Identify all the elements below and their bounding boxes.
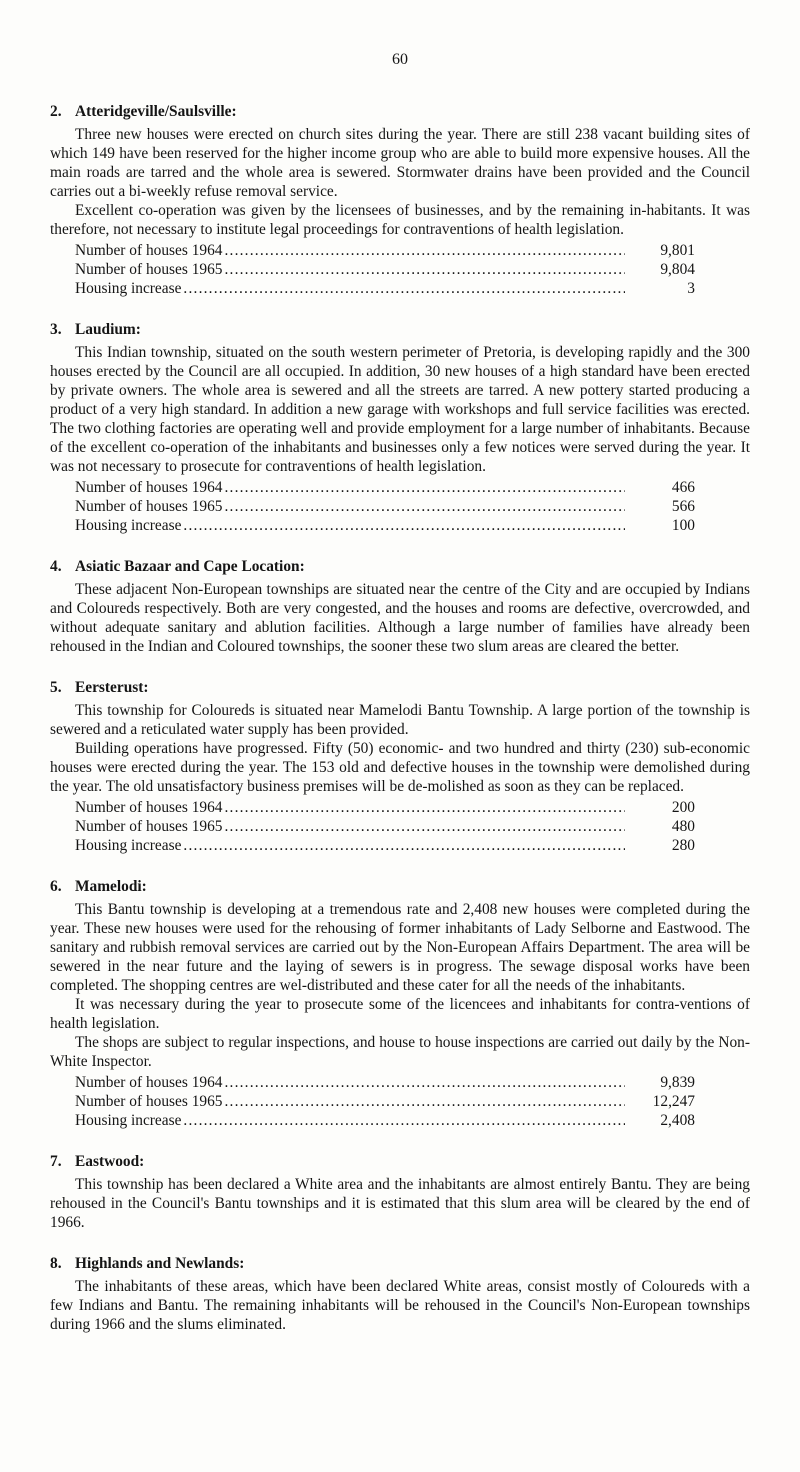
housing-table bbox=[75, 798, 695, 855]
row-value: 9,804 bbox=[660, 261, 695, 278]
paragraph: The inhabitants of these areas, which have been declared White areas, consist mostly of Coloureds with a few Indians and Bantu. The remaining inhabitants will be rehoused in the Council's Non-European townships during 1966 and the slums eliminated. bbox=[50, 1278, 750, 1333]
housing-row bbox=[75, 1073, 695, 1092]
row-label: Housing increase bbox=[75, 837, 182, 854]
housing-row bbox=[75, 516, 695, 535]
section-number: 5. bbox=[50, 679, 62, 696]
paragraph: Three new houses were erected on church sites during the year. There are still 238 vacant building sites of which 149 have been reserved for the higher income group who are able to build more expensive houses. All the main roads are tarred and the whole area is sewered. Stormwater drains have been provided and the Council carries out a bi-weekly refuse removal service. bbox=[50, 126, 750, 200]
housing-table bbox=[75, 1073, 695, 1130]
row-value: 200 bbox=[671, 799, 695, 816]
housing-row bbox=[75, 798, 695, 817]
housing-row bbox=[75, 1092, 695, 1111]
dot-leader bbox=[224, 497, 625, 516]
housing-row bbox=[75, 260, 695, 279]
section-number: 6. bbox=[50, 878, 62, 895]
dot-leader bbox=[183, 836, 625, 855]
section-number: 4. bbox=[50, 558, 62, 575]
row-value: 12,247 bbox=[652, 1093, 695, 1110]
dot-leader bbox=[224, 817, 625, 836]
housing-row bbox=[75, 836, 695, 855]
dot-leader bbox=[224, 241, 625, 260]
section bbox=[50, 320, 750, 535]
row-value: 9,801 bbox=[660, 242, 695, 259]
dot-leader bbox=[224, 260, 625, 279]
section-number: 2. bbox=[50, 103, 62, 120]
section bbox=[50, 877, 750, 1130]
section-number: 8. bbox=[50, 1255, 62, 1272]
section-heading bbox=[50, 1254, 750, 1273]
row-value: 3 bbox=[687, 280, 695, 297]
paragraph: Building operations have progressed. Fifty (50) economic- and two hundred and thirty (230) sub-economic houses were erected during the year. The 153 old and defective houses in the township were demolished during the year. The old unsatisfactory business premises will be de‐molished as soon as they can be replaced. bbox=[50, 740, 750, 795]
housing-row bbox=[75, 817, 695, 836]
section-title: Eastwood: bbox=[75, 1153, 145, 1170]
dot-leader bbox=[224, 798, 625, 817]
row-value: 280 bbox=[671, 837, 695, 854]
section bbox=[50, 1254, 750, 1334]
row-value: 9,839 bbox=[660, 1074, 695, 1091]
section-number: 7. bbox=[50, 1153, 62, 1170]
row-value: 566 bbox=[671, 498, 695, 515]
section-title: Laudium: bbox=[75, 321, 141, 338]
section-heading bbox=[50, 1152, 750, 1171]
row-label: Number of houses 1964 bbox=[75, 1074, 223, 1091]
section-title: Eersterust: bbox=[75, 679, 149, 696]
paragraph: This Indian township, situated on the south western perimeter of Pretoria, is developing rapidly and the 300 houses erected by the Council are all occupied. In addition, 30 new houses of a high standard have been erected by private owners. The whole area is sewered and all the streets are tarred. A new pottery started producing a product of a very high standard. In addition a new garage with workshops and full service facilities was erected. The two clothing factories are operating well and provide employment for a large number of inhabitants. Because of the excellent co-operation of the inhabitants and businesses only a few notices were served during the year. It was not necessary to prosecute for contraventions of health legislation. bbox=[50, 344, 750, 475]
section-heading bbox=[50, 102, 750, 121]
section-heading bbox=[50, 877, 750, 896]
row-value: 480 bbox=[671, 818, 695, 835]
row-label: Number of houses 1964 bbox=[75, 799, 223, 816]
section-title: Atteridgeville/Saulsville: bbox=[75, 103, 237, 120]
dot-leader bbox=[183, 279, 625, 298]
row-label: Number of houses 1965 bbox=[75, 498, 223, 515]
row-value: 100 bbox=[671, 517, 695, 534]
page-number: 60 bbox=[392, 51, 408, 68]
paragraph: These adjacent Non-European townships are situated near the centre of the City and are occupied by Indians and Coloureds respectively. Both are very congested, and the houses and rooms are defective, overcrowded, and without adequate sanitary and ablution facilities. Although a large number of families have already been rehoused in the Indian and Coloured townships, the sooner these two slum areas are cleared the better. bbox=[50, 581, 750, 655]
row-label: Number of houses 1965 bbox=[75, 261, 223, 278]
section-heading bbox=[50, 678, 750, 697]
section-heading bbox=[50, 557, 750, 576]
row-label: Number of houses 1965 bbox=[75, 818, 223, 835]
dot-leader bbox=[224, 478, 625, 497]
dot-leader bbox=[183, 1111, 625, 1130]
housing-row bbox=[75, 497, 695, 516]
row-value: 2,408 bbox=[660, 1112, 695, 1129]
paragraph: Excellent co-operation was given by the licensees of businesses, and by the remaining in‐habitants. It was therefore, not necessary to institute legal proceedings for contraventions of health legislation. bbox=[50, 202, 750, 238]
housing-row bbox=[75, 279, 695, 298]
section bbox=[50, 1152, 750, 1232]
section-title: Asiatic Bazaar and Cape Location: bbox=[75, 558, 305, 575]
housing-row bbox=[75, 241, 695, 260]
section-heading bbox=[50, 320, 750, 339]
dot-leader bbox=[183, 516, 625, 535]
dot-leader bbox=[224, 1092, 625, 1111]
section-number: 3. bbox=[50, 321, 62, 338]
row-label: Housing increase bbox=[75, 1112, 182, 1129]
housing-row bbox=[75, 1111, 695, 1130]
document-body bbox=[50, 102, 750, 1356]
paragraph: This Bantu township is developing at a tremendous rate and 2,408 new houses were completed during the year. These new houses were used for the rehousing of former inhabitants of Lady Selborne and Eastwood. The sanitary and rubbish removal services are carried out by the Non-European Affairs Department. The area will be sewered in the near future and the laying of sewers is in progress. The sewage disposal works have been completed. The shopping centres are wel‐distributed and these cater for all the needs of the inhabitants. bbox=[50, 901, 750, 994]
row-label: Number of houses 1964 bbox=[75, 242, 223, 259]
housing-table bbox=[75, 241, 695, 298]
paragraph: It was necessary during the year to prosecute some of the licencees and inhabitants for contra‐ventions of health legislation. bbox=[50, 996, 750, 1032]
paragraph: This township has been declared a White area and the inhabitants are almost entirely Bantu. They are being rehoused in the Council's Bantu townships and it is estimated that this slum area will be cleared by the end of 1966. bbox=[50, 1176, 750, 1231]
section bbox=[50, 678, 750, 855]
paragraph: The shops are subject to regular inspections, and house to house inspections are carried out daily by the Non-White Inspector. bbox=[50, 1034, 750, 1070]
row-label: Housing increase bbox=[75, 280, 182, 297]
section-title: Highlands and Newlands: bbox=[75, 1255, 245, 1272]
section-title: Mamelodi: bbox=[75, 878, 147, 895]
row-label: Number of houses 1965 bbox=[75, 1093, 223, 1110]
housing-row bbox=[75, 478, 695, 497]
dot-leader bbox=[224, 1073, 625, 1092]
row-value: 466 bbox=[671, 479, 695, 496]
section bbox=[50, 102, 750, 298]
paragraph: This township for Coloureds is situated near Mamelodi Bantu Township. A large portion of the township is sewered and a reticulated water supply has been provided. bbox=[50, 702, 750, 738]
section bbox=[50, 557, 750, 656]
row-label: Number of houses 1964 bbox=[75, 479, 223, 496]
housing-table bbox=[75, 478, 695, 535]
row-label: Housing increase bbox=[75, 517, 182, 534]
